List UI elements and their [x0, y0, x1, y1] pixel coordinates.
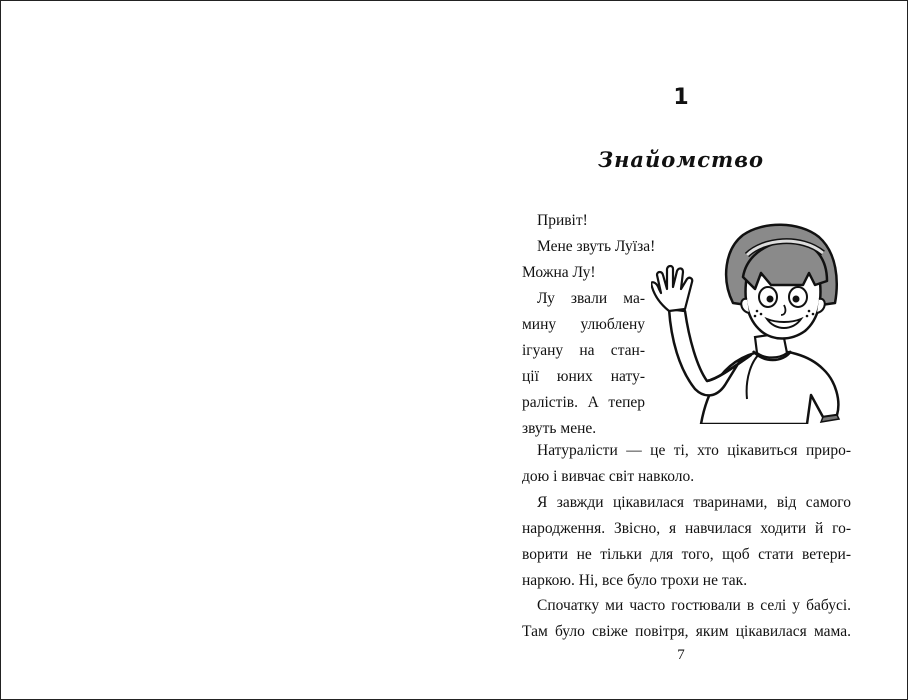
chapter-title: Знайомство — [597, 147, 765, 172]
paragraph-4-line-3: ігуану на стан- — [522, 342, 645, 359]
paragraph-3: Можна Лу! — [522, 264, 596, 281]
paragraph-5-line-2: дою і вивчає світ навколо. — [522, 468, 695, 485]
paragraph-7-line-1: Спочатку ми часто гостювали в селі у бабусі. — [537, 597, 851, 614]
paragraph-4-line-6: звуть мене. — [522, 420, 597, 437]
paragraph-6-line-2: народження. Звісно, я навчилася ходити й го- — [522, 520, 851, 537]
left-page-blank — [1, 1, 455, 699]
girl-hand — [651, 266, 692, 311]
paragraph-5-line-1: Натуралісти — це ті, хто цікавиться приро- — [537, 442, 851, 459]
girl-waving-illustration — [651, 219, 846, 424]
paragraph-6-line-4: наркою. Ні, все було трохи не так. — [522, 572, 748, 589]
paragraph-6-line-3: ворити не тільки для того, щоб стати ветери- — [522, 546, 851, 563]
paragraph-1: Привіт! — [537, 212, 588, 229]
paragraph-4-line-2: мину улюблену — [522, 316, 645, 333]
paragraph-6-line-1: Я завжди цікавилася тваринами, від самого — [537, 494, 851, 511]
chapter-number: 1 — [673, 85, 689, 110]
right-page — [455, 1, 907, 699]
paragraph-4-line-5: ралістів. А тепер — [522, 394, 645, 411]
paragraph-7-line-2: Там було свіже повітря, яким цікавилася мама. — [522, 623, 851, 640]
paragraph-4-line-4: ції юних нату- — [522, 368, 645, 385]
paragraph-4-line-1: Лу звали ма- — [537, 290, 645, 307]
page-number: 7 — [677, 647, 685, 663]
paragraph-2: Мене звуть Луїза! — [537, 238, 656, 255]
